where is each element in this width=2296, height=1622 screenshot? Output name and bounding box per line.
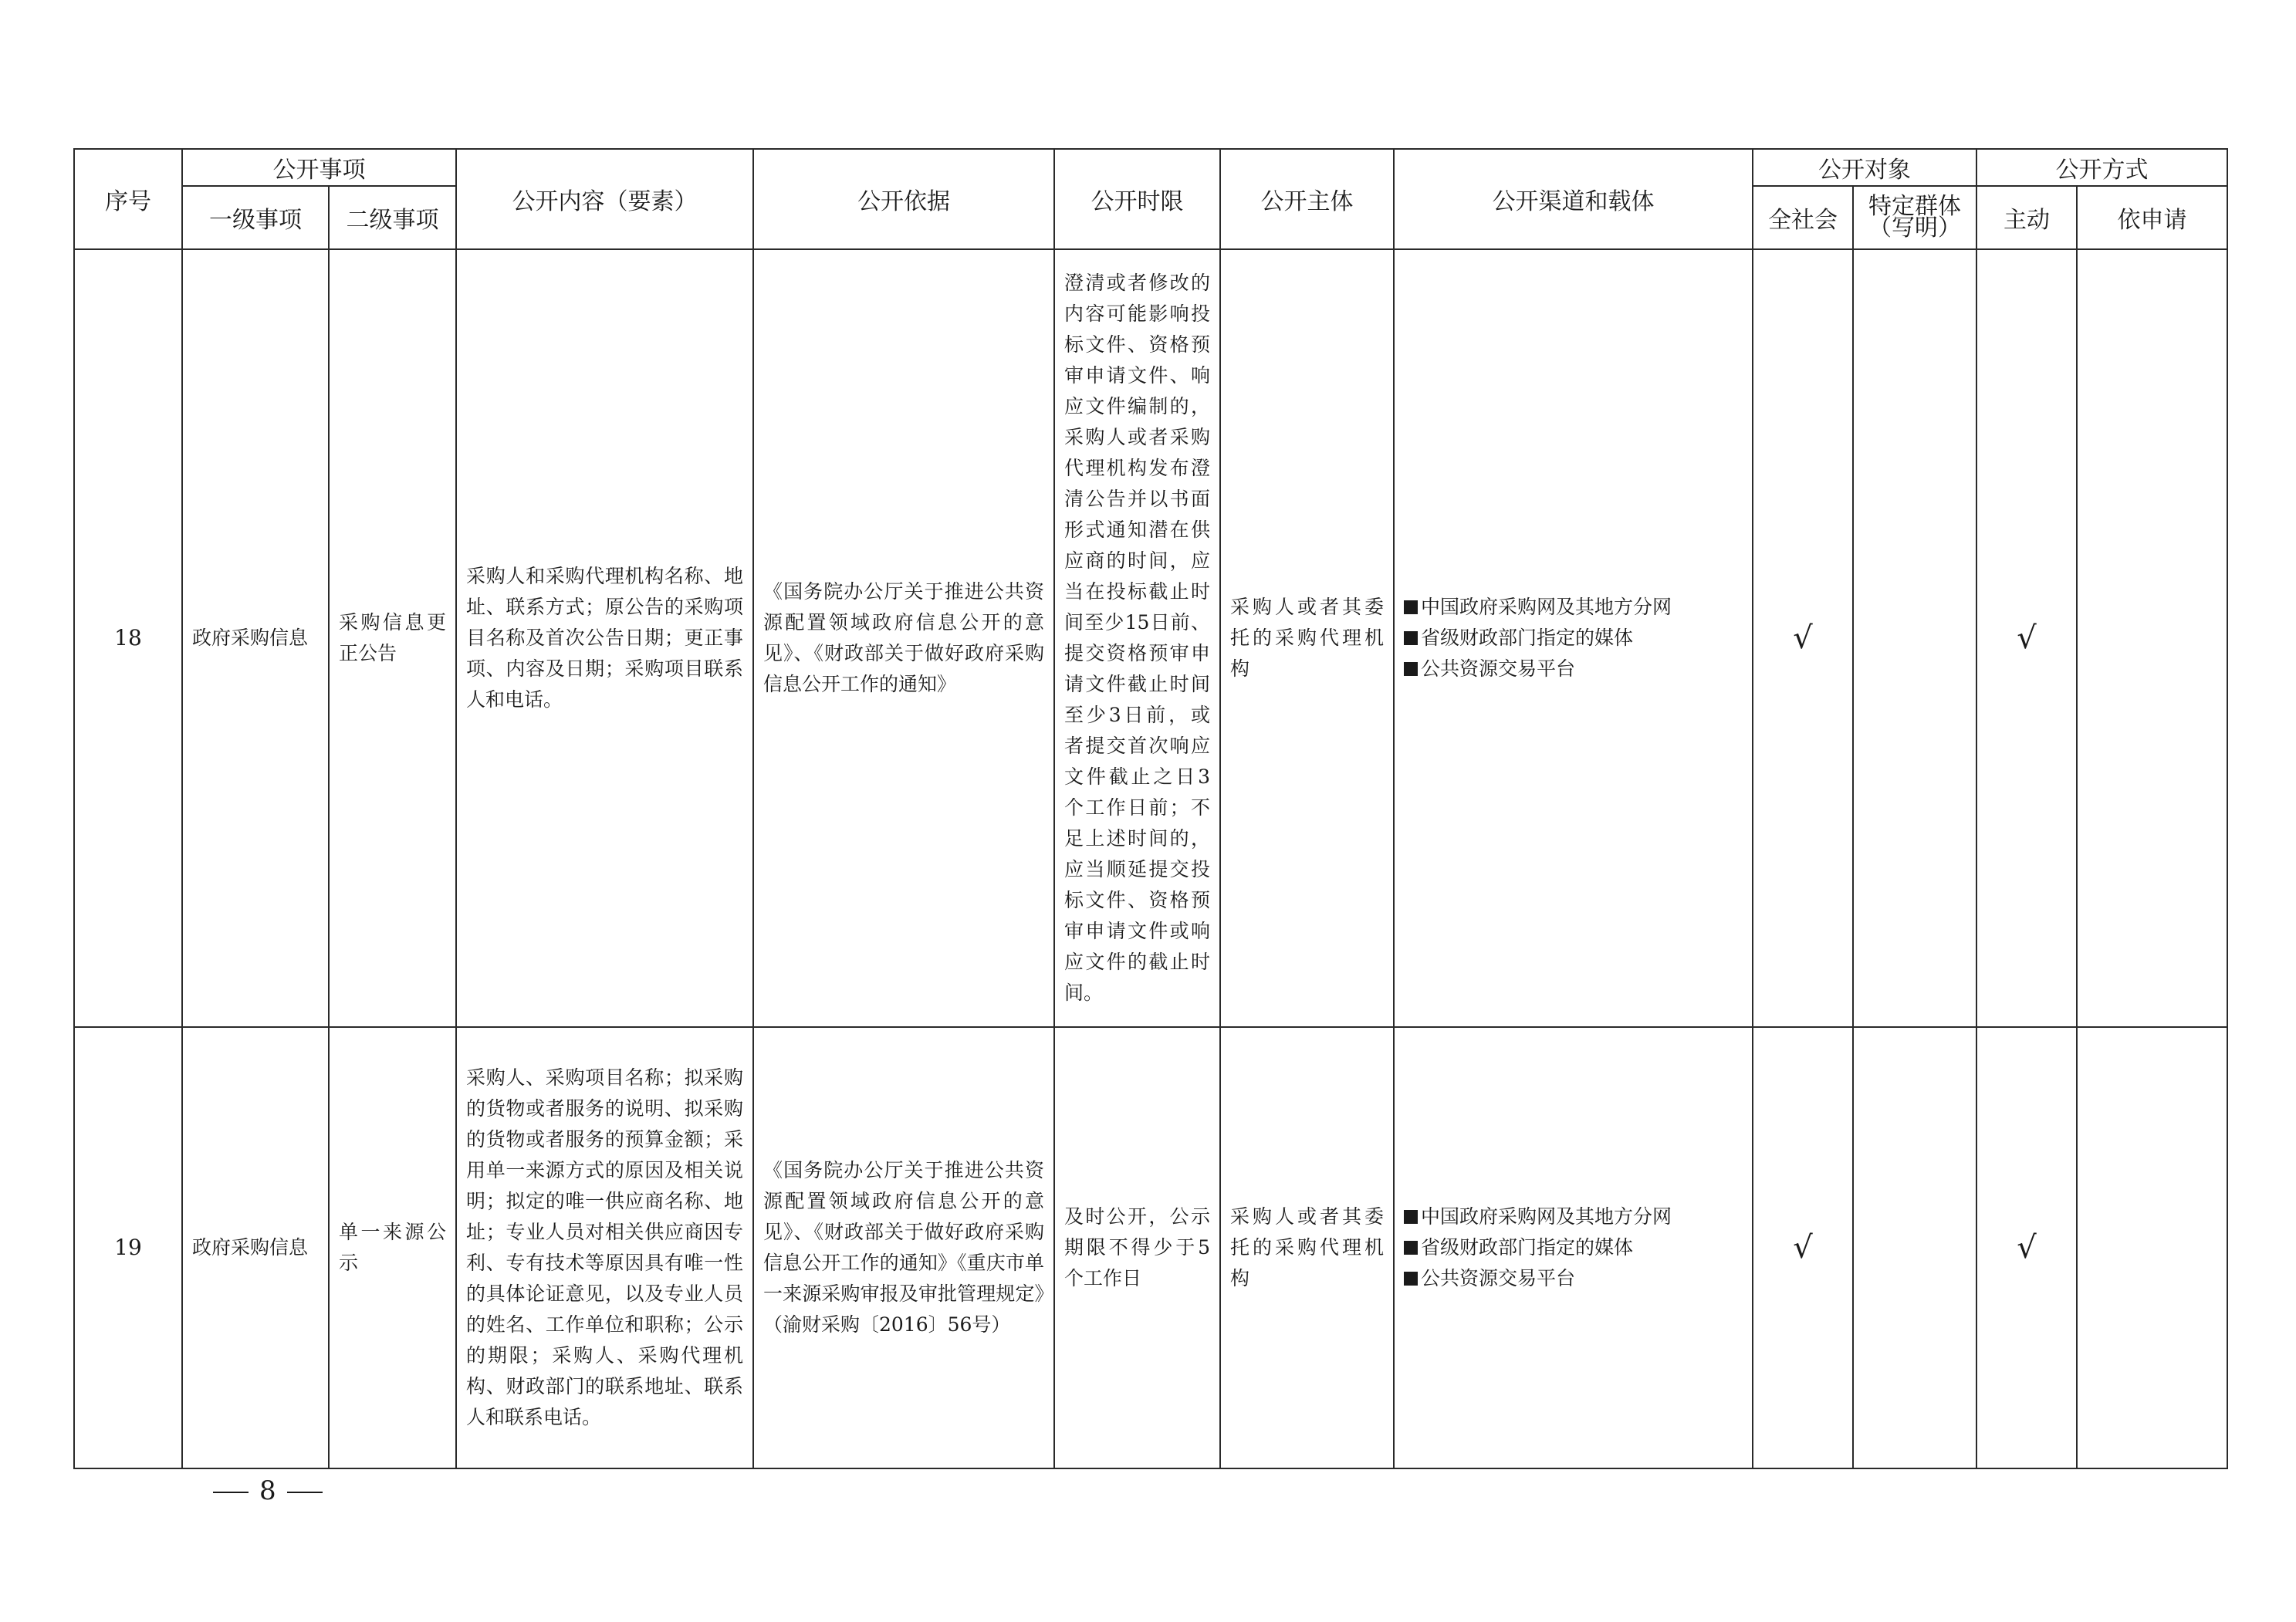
- row-specific-group: [1853, 1027, 1976, 1468]
- page-footer: [202, 1475, 333, 1506]
- header-active: 主动: [1976, 186, 2077, 249]
- row-all-society-check: √: [1753, 249, 1853, 1027]
- header-target: 公开对象: [1753, 149, 1976, 186]
- row-active-check: √: [1976, 1027, 2077, 1468]
- row-all-society-check: √: [1753, 1027, 1853, 1468]
- row-active-check: √: [1976, 249, 2077, 1027]
- table-header: [74, 149, 2227, 249]
- footer-dash-left: [213, 1492, 249, 1493]
- header-specific-group: [1853, 186, 1976, 249]
- header-seq: 序号: [74, 149, 182, 249]
- header-basis: 公开依据: [753, 149, 1054, 249]
- header-specific-group-line2: （写明）: [1868, 215, 1961, 242]
- row-basis: 《国务院办公厅关于推进公共资源配置领域政府信息公开的意见》、《财政部关于做好政府采购信息公开工作的通知》: [753, 249, 1054, 1027]
- channel-item: 中国政府采购网及其地方分网: [1404, 592, 1743, 623]
- page-number: 8: [259, 1475, 276, 1506]
- channel-item: 省级财政部门指定的媒体: [1404, 1232, 1743, 1263]
- square-bullet-icon: [1404, 1272, 1418, 1286]
- disclosure-table: [73, 148, 2228, 1469]
- row-time-limit: 澄清或者修改的内容可能影响投标文件、资格预审申请文件、响应文件编制的，采购人或者采购代理机构发布澄清公告并以书面形式通知潜在供应商的时间，应当在投标截止时间至少15日前、提交资格预审申请文件截止时间至少3日前，或者提交首次响应文件截止之日3个工作日前；不足上述时间的，应当顺延提交投标文件、资格预审申请文件或响应文件的截止时间。: [1054, 249, 1220, 1027]
- row-on-request: [2077, 1027, 2227, 1468]
- square-bullet-icon: [1404, 600, 1418, 614]
- row-level1: 政府采购信息: [182, 249, 329, 1027]
- header-channel: 公开渠道和载体: [1394, 149, 1753, 249]
- row-channels: [1394, 249, 1753, 1027]
- square-bullet-icon: [1404, 662, 1418, 676]
- table-row: [74, 1027, 2227, 1468]
- channel-item: 省级财政部门指定的媒体: [1404, 623, 1743, 654]
- row-specific-group: [1853, 249, 1976, 1027]
- row-time-limit: 及时公开，公示期限不得少于5个工作日: [1054, 1027, 1220, 1468]
- row-seq: 18: [74, 249, 182, 1027]
- header-specific-group-line1: 特定群体: [1868, 193, 1961, 220]
- square-bullet-icon: [1404, 631, 1418, 645]
- header-all-society: 全社会: [1753, 186, 1853, 249]
- header-content: 公开内容（要素）: [456, 149, 753, 249]
- row-level2: 采购信息更正公告: [329, 249, 456, 1027]
- header-public-items: 公开事项: [182, 149, 456, 186]
- header-level2: 二级事项: [329, 186, 456, 249]
- header-level1: 一级事项: [182, 186, 329, 249]
- header-method: 公开方式: [1976, 149, 2227, 186]
- footer-dash-right: [287, 1492, 323, 1493]
- row-subject: 采购人或者其委托的采购代理机构: [1220, 249, 1394, 1027]
- channel-item: 公共资源交易平台: [1404, 654, 1743, 684]
- channel-item: 中国政府采购网及其地方分网: [1404, 1201, 1743, 1232]
- row-level1: 政府采购信息: [182, 1027, 329, 1468]
- row-on-request: [2077, 249, 2227, 1027]
- header-subject: 公开主体: [1220, 149, 1394, 249]
- row-level2: 单一来源公示: [329, 1027, 456, 1468]
- row-content: 采购人和采购代理机构名称、地址、联系方式；原公告的采购项目名称及首次公告日期；更正事项、内容及日期；采购项目联系人和电话。: [456, 249, 753, 1027]
- square-bullet-icon: [1404, 1210, 1418, 1224]
- row-basis: 《国务院办公厅关于推进公共资源配置领域政府信息公开的意见》、《财政部关于做好政府采购信息公开工作的通知》《重庆市单一来源采购审报及审批管理规定》（渝财采购〔2016〕56号）: [753, 1027, 1054, 1468]
- header-on-request: 依申请: [2077, 186, 2227, 249]
- header-time-limit: 公开时限: [1054, 149, 1220, 249]
- row-content: 采购人、采购项目名称；拟采购的货物或者服务的说明、拟采购的货物或者服务的预算金额；采用单一来源方式的原因及相关说明；拟定的唯一供应商名称、地址；专业人员对相关供应商因专利、专有技术等原因具有唯一性的具体论证意见，以及专业人员的姓名、工作单位和职称；公示的期限；采购人、采购代理机构、财政部门的联系地址、联系人和联系电话。: [456, 1027, 753, 1468]
- square-bullet-icon: [1404, 1241, 1418, 1255]
- row-channels: [1394, 1027, 1753, 1468]
- row-seq: 19: [74, 1027, 182, 1468]
- table-row: [74, 249, 2227, 1027]
- row-subject: 采购人或者其委托的采购代理机构: [1220, 1027, 1394, 1468]
- channel-item: 公共资源交易平台: [1404, 1263, 1743, 1294]
